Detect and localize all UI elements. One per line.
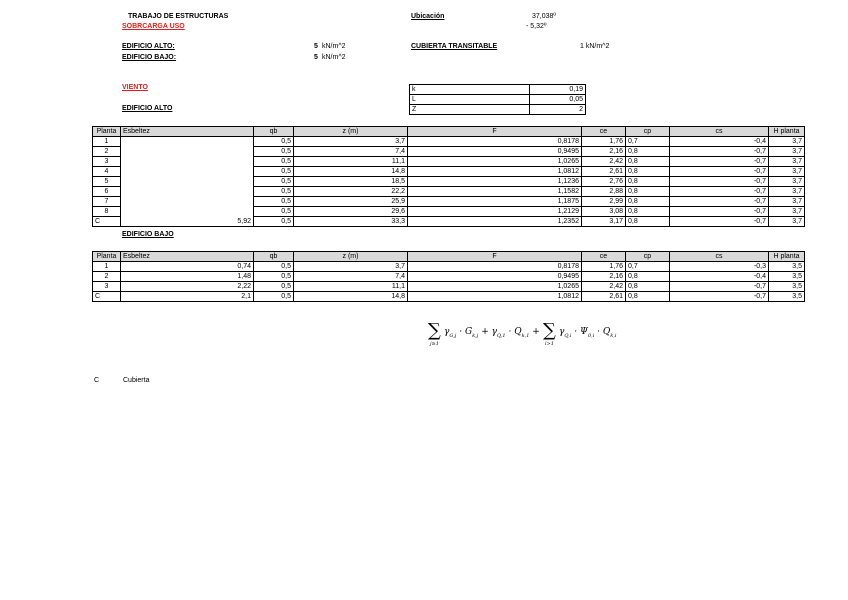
table-cell: 0,8 [626,282,670,292]
table-cell: 0,5 [254,177,294,187]
table-cell: 3,5 [769,282,805,292]
column-header: ce [582,252,626,262]
column-header: Planta [93,252,121,262]
table-cell: 0,8 [626,177,670,187]
table-row [93,207,805,217]
table-cell: 0,8 [626,272,670,282]
table-cell: 0,8 [626,157,670,167]
table-cell: 2 [93,147,121,157]
column-header: cp [626,127,670,137]
table-cell: -0,7 [670,217,769,227]
table-cell: 3,7 [769,187,805,197]
table-row [93,292,805,302]
table-cell: 0,8178 [408,137,582,147]
table-cell: 2,61 [582,167,626,177]
table-cell: 1,0265 [408,282,582,292]
formula-term: $\gamma_{Q,i} \cdot \Psi_{0,i} \cdot Q_{k,i}$ [559,327,617,339]
table-cell: 14,8 [294,292,408,302]
table-cell: 3,7 [769,197,805,207]
table-cell: 1,76 [582,137,626,147]
table-cell: 1,2129 [408,207,582,217]
column-header: qb [254,252,294,262]
table-cell: 3,08 [582,207,626,217]
edificio-alto-table [92,126,805,227]
table-cell: -0,7 [670,292,769,302]
table-cell: 18,5 [294,177,408,187]
edificio-alto-unit: kN/m^2 [322,43,346,50]
table-cell: 1,0812 [408,167,582,177]
table-cell [121,187,254,197]
table-cell: 0,5 [254,147,294,157]
column-header: qb [254,127,294,137]
table-cell: -0,3 [670,262,769,272]
table-cell: 0,8 [626,217,670,227]
table-row [93,157,805,167]
column-header: z (m) [294,252,408,262]
edificio-alto-label: EDIFICIO ALTO: [122,43,175,50]
table-cell [121,167,254,177]
table-cell: -0,7 [670,167,769,177]
table-cell: 0,8 [626,187,670,197]
table-cell: 8 [93,207,121,217]
table-cell [121,177,254,187]
table-cell: 2,16 [582,272,626,282]
table-cell: 0,8 [626,197,670,207]
table-cell: 0,5 [254,292,294,302]
table-cell: 0,5 [254,167,294,177]
table-cell: 2,42 [582,157,626,167]
param-name: k [410,85,530,95]
table-cell: 7,4 [294,147,408,157]
table-row [410,95,586,105]
edificio-bajo-section: EDIFICIO BAJO [122,231,174,238]
table-cell: 2,16 [582,147,626,157]
wind-params-table [409,84,586,115]
table-cell: 0,8 [626,147,670,157]
table-cell: C [93,217,121,227]
column-header: Esbeltez [121,127,254,137]
table-cell: 1,76 [582,262,626,272]
ubicacion-label: Ubicación [411,13,445,20]
table-cell: C [93,292,121,302]
table-cell: 0,5 [254,217,294,227]
table-cell: 1,48 [121,272,254,282]
footer-c-label: C [94,377,100,384]
param-name: Z [410,105,530,115]
edificio-bajo-value: 5 [314,54,318,61]
column-header: cs [670,252,769,262]
table-cell: 0,7 [626,137,670,147]
table-row [93,167,805,177]
footer-cubierta-label: Cubierta [123,377,150,384]
param-name: L [410,95,530,105]
table-cell: 22,2 [294,187,408,197]
table-cell: 1,0812 [408,292,582,302]
column-header: cp [626,252,670,262]
table-cell: 0,5 [254,157,294,167]
sum-subscript: i>1 [545,341,554,347]
table-cell: 7 [93,197,121,207]
table-cell: 33,3 [294,217,408,227]
longitude-value: - 5,32º [526,23,547,30]
column-header: H planta [769,127,805,137]
table-cell: 3,5 [769,292,805,302]
table-cell: 0,5 [254,207,294,217]
table-row [93,262,805,272]
edificio-bajo-unit: kN/m^2 [322,54,346,61]
table-cell: 5 [93,177,121,187]
table-row [93,282,805,292]
viento-label: VIENTO [122,84,148,91]
edificio-alto-section: EDIFICIO ALTO [122,105,173,112]
table-cell [121,207,254,217]
edificio-alto-value: 5 [314,43,318,50]
column-header: cs [670,127,769,137]
table-header-row [93,252,805,262]
table-cell: 11,1 [294,157,408,167]
table-cell: 2,42 [582,282,626,292]
table-cell: 1,2352 [408,217,582,227]
table-row [93,272,805,282]
table-cell: 3,7 [294,137,408,147]
formula-term: $\gamma_{G,j} \cdot G_{k,j} + \gamma_{Q,1} \cdot Q_{k,1}$ + [444,327,540,339]
table-cell: 1,1875 [408,197,582,207]
table-cell: 0,5 [254,197,294,207]
table-cell: 3,17 [582,217,626,227]
table-cell: 2,88 [582,187,626,197]
table-row [93,177,805,187]
table-cell: -0,7 [670,207,769,217]
table-cell: 4 [93,167,121,177]
table-cell: 3,7 [769,147,805,157]
param-value: 0,05 [530,95,586,105]
param-value: 2 [530,105,586,115]
table-cell [121,197,254,207]
table-cell: -0,7 [670,147,769,157]
table-cell: 2,61 [582,292,626,302]
table-cell: -0,7 [670,187,769,197]
edificio-bajo-table [92,251,805,302]
table-header-row [93,127,805,137]
table-cell [121,157,254,167]
table-cell: -0,7 [670,197,769,207]
table-cell: 3,7 [769,137,805,147]
table-cell: 1 [93,137,121,147]
table-cell: 0,74 [121,262,254,272]
table-cell: 2,76 [582,177,626,187]
table-cell: 6 [93,187,121,197]
table-cell: -0,4 [670,137,769,147]
document-title: TRABAJO DE ESTRUCTURAS [128,13,229,20]
sum-symbol: ∑ [543,320,556,341]
table-cell: 0,8 [626,167,670,177]
table-cell: 0,5 [254,282,294,292]
table-cell: 3,7 [769,177,805,187]
table-row [93,187,805,197]
table-cell: 0,8178 [408,262,582,272]
table-cell: 3,7 [769,157,805,167]
table-cell [121,147,254,157]
column-header: F [408,127,582,137]
table-cell: 3,7 [769,207,805,217]
latitude-value: 37,038º [532,13,556,20]
table-cell: 3,7 [769,217,805,227]
table-cell: 1 [93,262,121,272]
table-cell: 0,5 [254,187,294,197]
table-cell: 3,7 [769,167,805,177]
table-cell: 0,5 [254,137,294,147]
table-cell: 11,1 [294,282,408,292]
table-row [410,85,586,95]
table-row [93,217,805,227]
table-cell: 0,9495 [408,272,582,282]
cubierta-label: CUBIERTA TRANSITABLE [411,43,498,50]
table-cell: 2,22 [121,282,254,292]
table-cell: 3,5 [769,272,805,282]
table-cell: 2,99 [582,197,626,207]
table-cell: 3 [93,157,121,167]
table-cell: 0,8 [626,207,670,217]
column-header: F [408,252,582,262]
table-cell: 0,9495 [408,147,582,157]
column-header: Esbeltez [121,252,254,262]
table-cell: 5,92 [121,217,254,227]
column-header: H planta [769,252,805,262]
table-row [93,197,805,207]
table-cell: -0,7 [670,282,769,292]
column-header: z (m) [294,127,408,137]
table-cell: 1,0265 [408,157,582,167]
sum-symbol: ∑ [428,320,441,341]
table-row [93,137,805,147]
table-cell: 0,7 [626,262,670,272]
sobrecarga-label: SOBRCARGA USO [122,23,185,30]
table-cell: 0,8 [626,292,670,302]
table-cell: 3,7 [294,262,408,272]
table-cell: 3 [93,282,121,292]
cubierta-value: 1 kN/m^2 [580,43,610,50]
table-cell: -0,7 [670,157,769,167]
table-cell: -0,4 [670,272,769,282]
column-header: Planta [93,127,121,137]
table-row [410,105,586,115]
table-cell: 29,6 [294,207,408,217]
table-cell: 14,8 [294,167,408,177]
table-cell: 25,9 [294,197,408,207]
table-cell: 0,5 [254,272,294,282]
edificio-bajo-label: EDIFICIO BAJO: [122,54,177,61]
table-cell [121,137,254,147]
table-cell: 2,1 [121,292,254,302]
table-cell: 2 [93,272,121,282]
table-cell: -0,7 [670,177,769,187]
table-cell: 3,5 [769,262,805,272]
sum-subscript: j≥1 [430,341,439,347]
column-header: ce [582,127,626,137]
param-value: 0,19 [530,85,586,95]
table-row [93,147,805,157]
table-cell: 0,5 [254,262,294,272]
table-cell: 1,1582 [408,187,582,197]
table-cell: 7,4 [294,272,408,282]
table-cell: 1,1236 [408,177,582,187]
